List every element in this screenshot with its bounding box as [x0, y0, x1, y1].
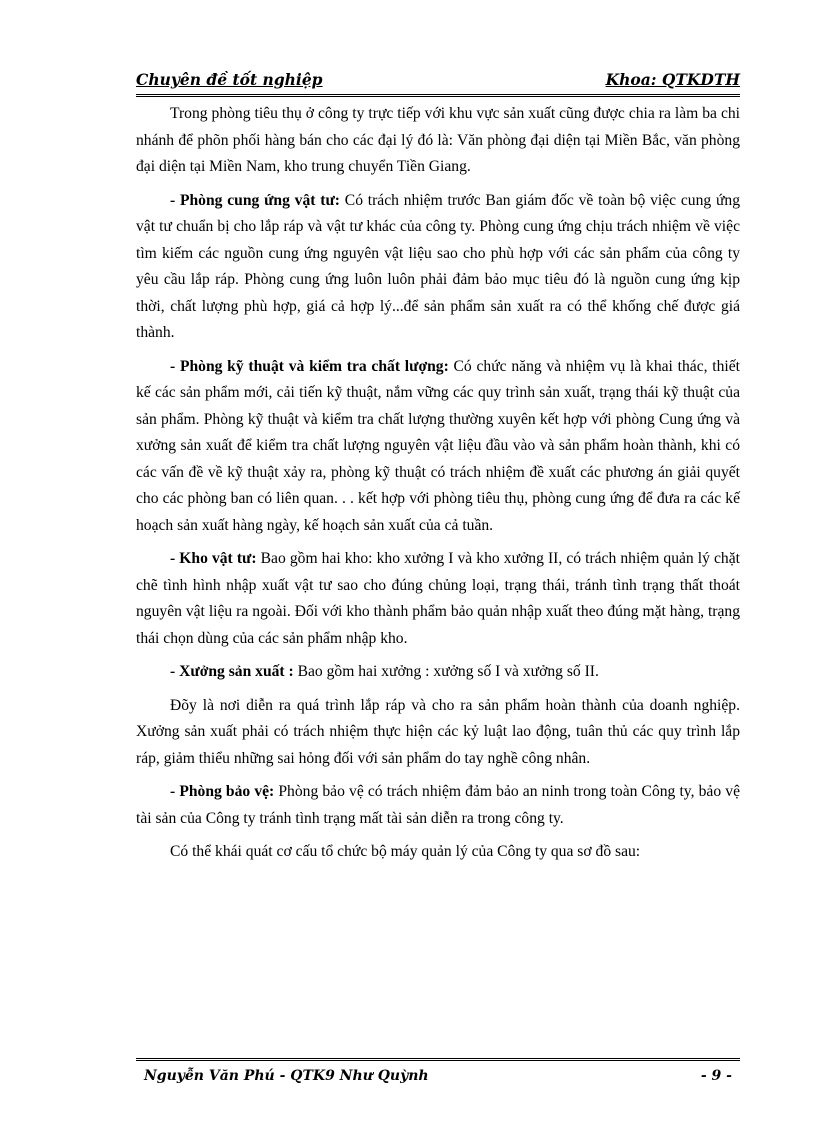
paragraph-sales-branches — [136, 101, 740, 181]
page-footer — [136, 1068, 740, 1090]
page-header — [136, 70, 740, 94]
paragraph-text: Đõy là nơi diễn ra quá trình lắp ráp và cho ra sản phẩm hoàn thành của doanh nghiệp. Xưởng sản xuất phải có trách nhiệm thực hiện các kỷ luật lao động, tuân thủ các quy trình lắp ráp, giảm thiểu những sai hỏng đối với sản phẩm do tay nghề công nhân. — [136, 696, 740, 767]
header-rule — [136, 94, 740, 97]
footer-rule — [136, 1058, 740, 1061]
document-body — [136, 101, 740, 873]
paragraph-workshop — [136, 659, 740, 686]
paragraph-text: Có trách nhiệm trước Ban giám đốc về toàn bộ việc cung ứng vật tư chuẩn bị cho lắp ráp và vật tư khác của công ty. Phòng cung ứng chịu trách nhiệm về việc tìm kiếm các nguồn cung ứng nguyên vật liệu sao cho phù hợp với các sản phẩm của công ty yêu cầu lắp ráp. Phòng cung ứng luôn luôn phải đảm bảo mục tiêu đó là nguồn cung ứng kịp thời, chất lượng phù hợp, giá cả hợp lý...để sản phẩm sản xuất ra có thể khống chế được giá thành. — [136, 191, 741, 341]
paragraph-lead: - Xưởng sản xuất : — [170, 663, 294, 680]
page-number: - 9 - — [700, 1068, 732, 1084]
paragraph-text: Trong phòng tiêu thụ ở công ty trực tiếp với khu vực sản xuất cũng được chia ra làm ba chi nhánh để phõn phối hàng bán cho các đại lý đó là: Văn phòng đại diện tại Miền Bắc, văn phòng đại diện tại Miền Nam, kho trung chuyển Tiền Giang. — [136, 105, 740, 175]
paragraph-workshop-detail — [136, 693, 740, 773]
paragraph-tech-qc-dept — [136, 354, 740, 540]
paragraph-org-chart-intro — [136, 839, 740, 866]
header-department: Khoa: QTKDTH — [605, 70, 740, 89]
paragraph-lead: - Phòng bảo vệ: — [170, 783, 275, 800]
paragraph-text: Bao gồm hai kho: kho xưởng I và kho xưởng II, có trách nhiệm quản lý chặt chẽ tình hình nhập xuất vật tư sao cho đúng chủng loại, trạng thái, tránh tình trạng thất thoát nguyên vật liệu ra ngoài. Đối với kho thành phẩm bảo quản nhập xuất theo đúng mặt hàng, trạng thái chọn dùng của các sản phẩm nhập kho. — [136, 550, 740, 647]
header-title: Chuyên đề tốt nghiệp — [136, 70, 323, 89]
footer-author: Nguyễn Văn Phú - QTK9 Như Quỳnh — [144, 1068, 429, 1084]
paragraph-lead: - Phòng cung ứng vật tư: — [170, 191, 341, 209]
paragraph-text: Có thể khái quát cơ cấu tổ chức bộ máy quản lý của Công ty qua sơ đồ sau: — [170, 843, 641, 860]
paragraph-text: Bao gồm hai xưởng : xưởng số I và xưởng số II. — [293, 663, 599, 680]
paragraph-lead: - Kho vật tư: — [170, 550, 257, 567]
paragraph-text: Có chức năng và nhiệm vụ là khai thác, thiết kế các sản phẩm mới, cải tiến kỹ thuật, nắm vững các quy trình sản xuất, trạng thái kỹ thuật của sản phẩm. Phòng kỹ thuật và kiểm tra chất lượng thường xuyên kết hợp với phòng Cung ứng và xưởng sản xuất để kiểm tra chất lượng nguyên vật liệu đầu vào và sản phẩm hoàn thành, khi có các vấn đề về kỹ thuật xảy ra, phòng kỹ thuật có trách nhiệm đề xuất các phương án giải quyết cho các phòng ban có liên quan. . . kết hợp với phòng tiêu thụ, phòng cung ứng để đưa ra các kế hoạch sản xuất hàng ngày, kế hoạch sản xuất của cả tuần. — [136, 357, 740, 534]
paragraph-security-dept — [136, 779, 740, 832]
paragraph-supply-dept — [136, 188, 740, 347]
paragraph-lead: - Phòng kỹ thuật và kiểm tra chất lượng: — [170, 357, 449, 375]
paragraph-warehouse — [136, 546, 740, 652]
paragraph-text: Phòng bảo vệ có trách nhiệm đảm bảo an ninh trong toàn Công ty, bảo vệ tài sản của Công ty tránh tình trạng mất tài sản diễn ra trong công ty. — [136, 783, 740, 827]
